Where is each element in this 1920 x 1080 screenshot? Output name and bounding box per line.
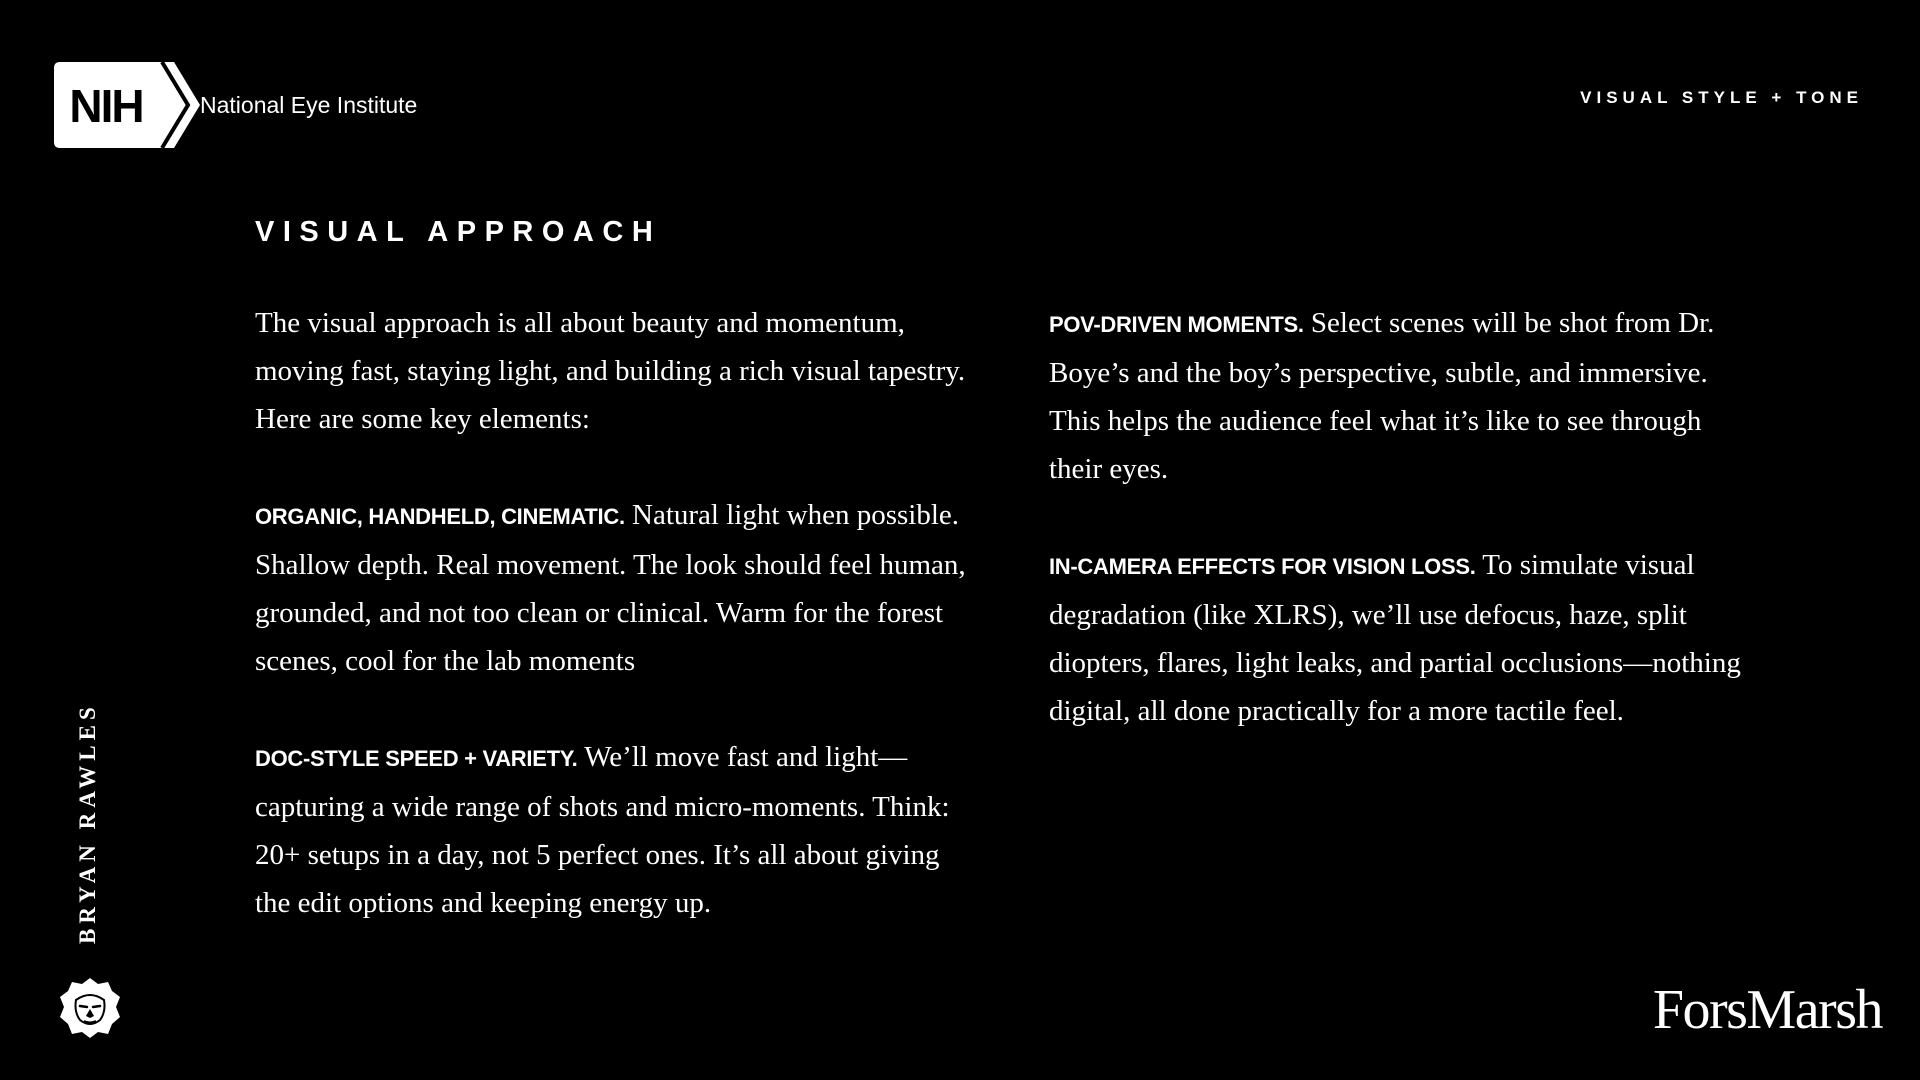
nih-logo bbox=[54, 62, 200, 148]
forsmarsh-logo: ForsMarsh bbox=[1652, 979, 1882, 1041]
institute-name: National Eye Institute bbox=[200, 92, 418, 118]
nih-logo-text: NIH bbox=[69, 80, 143, 132]
element-paragraph-in-camera bbox=[1049, 541, 1749, 735]
element-paragraph-pov bbox=[1049, 299, 1749, 493]
right-column bbox=[1049, 299, 1749, 783]
element-paragraph-organic bbox=[255, 491, 975, 685]
intro-paragraph: The visual approach is all about beauty and momentum, moving fast, staying light, and building a rich visual tapestry. Here are some key elements: bbox=[255, 307, 966, 435]
vertical-author-name: BRYAN RAWLES bbox=[75, 702, 100, 944]
element-body: We’ll move fast and light—capturing a wide range of shots and micro-moments. Think: 20+ setups in a day, not 5 perfect ones. It’s all about giving the edit options and keeping energy up. bbox=[255, 741, 950, 919]
element-body: Select scenes will be shot from Dr. Boye’s and the boy’s perspective, subtle, and immersive. This helps the audience feel what it’s like to see through their eyes. bbox=[1049, 307, 1715, 485]
element-lead: ORGANIC, HANDHELD, CINEMATIC. bbox=[255, 504, 625, 529]
lion-icon bbox=[58, 976, 122, 1040]
element-lead: DOC-STYLE SPEED + VARIETY. bbox=[255, 746, 578, 771]
element-lead: IN-CAMERA EFFECTS FOR VISION LOSS. bbox=[1049, 554, 1476, 579]
element-lead: POV-DRIVEN MOMENTS. bbox=[1049, 312, 1304, 337]
page-title: VISUAL APPROACH bbox=[255, 216, 662, 248]
element-body: To simulate visual degradation (like XLRS), we’ll use defocus, haze, split diopters, flares, light leaks, and partial occlusions—nothing digital, all done practically for a more tactile feel. bbox=[1049, 549, 1741, 727]
element-paragraph-doc-style bbox=[255, 733, 975, 927]
element-body: Natural light when possible. Shallow depth. Real movement. The look should feel human, grounded, and not too clean or clinical. Warm for the forest scenes, cool for the lab moments bbox=[255, 499, 966, 677]
left-column bbox=[255, 299, 975, 975]
section-label: VISUAL STYLE + TONE bbox=[1580, 88, 1863, 107]
